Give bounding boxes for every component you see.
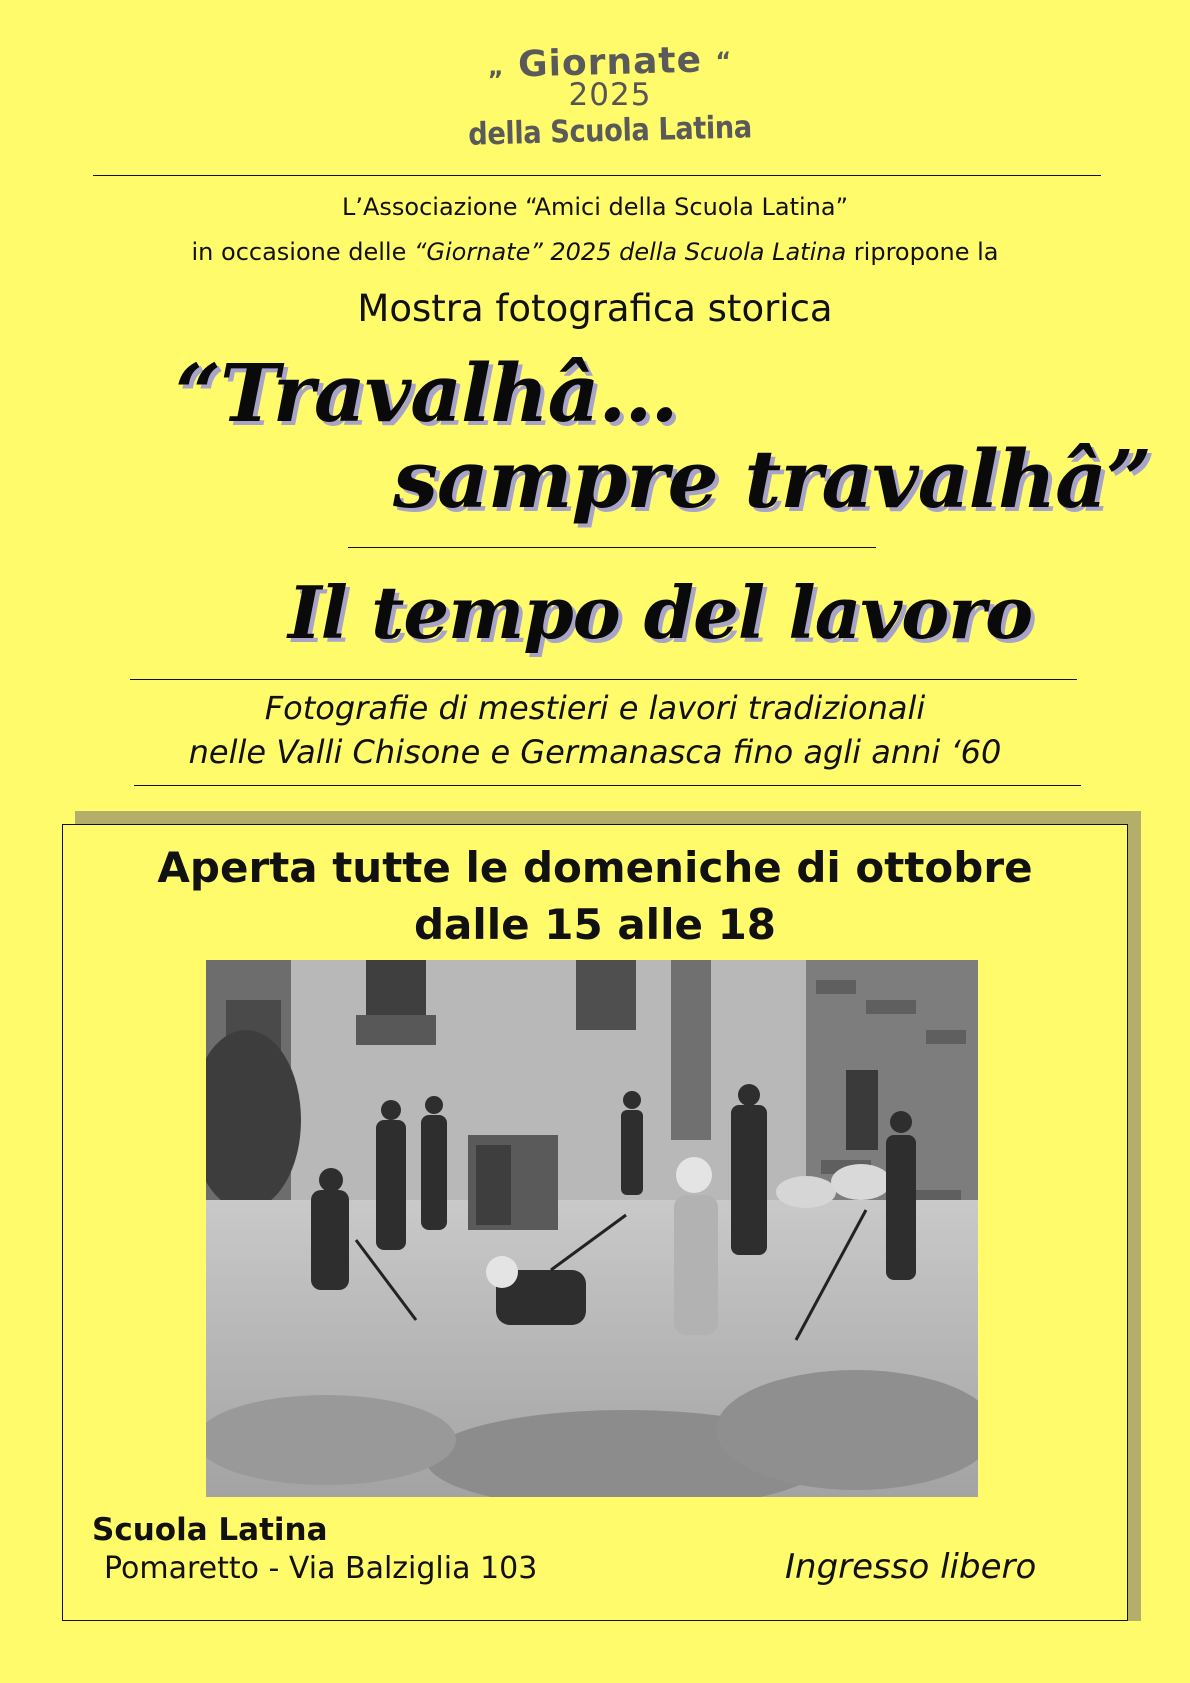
divider-title (348, 547, 876, 548)
intro-line-2-suffix: ripropone la (846, 238, 999, 266)
logo-subtitle: della Scuola Latina (467, 109, 753, 153)
title-line-3: Il tempo del lavoro (288, 570, 1033, 655)
opening-days: Aperta tutte le domeniche di ottobre (157, 843, 1033, 892)
venue-address: Pomaretto - Via Balziglia 103 (104, 1551, 538, 1586)
intro-line-1: L’Associazione “Amici della Scuola Latina” (341, 193, 849, 221)
exhibition-label: Mostra fotografica storica (357, 287, 833, 330)
historical-photo (206, 960, 978, 1497)
opening-hours: dalle 15 alle 18 (413, 900, 777, 949)
event-logo (420, 38, 800, 168)
subtitle-line-1: Fotografie di mestieri e lavori tradizionali (264, 689, 926, 727)
logo-year: 2025 (568, 77, 652, 113)
divider-subtitle-top (130, 679, 1077, 680)
logo-dots-right: “ (715, 46, 733, 76)
title-line-1: “Travalhâ… (175, 346, 678, 440)
divider-subtitle-bottom (134, 785, 1081, 786)
logo-giornate: Giornate (517, 39, 703, 86)
title-line-2: sampre travalhâ” (393, 432, 1152, 526)
logo-dots-left: „ (487, 52, 505, 82)
free-entry-note: Ingresso libero (785, 1547, 1037, 1587)
divider-top (93, 175, 1101, 176)
intro-line-2-prefix: in occasione delle (191, 238, 414, 266)
threshing-scene-image (206, 960, 978, 1497)
venue-name: Scuola Latina (92, 1512, 328, 1548)
intro-line-2-italic: “Giornate” 2025 della Scuola Latina (413, 238, 847, 266)
subtitle-line-2: nelle Valli Chisone e Germanasca fino agli anni ‘60 (188, 733, 1002, 771)
intro-line-2 (0, 238, 1190, 266)
